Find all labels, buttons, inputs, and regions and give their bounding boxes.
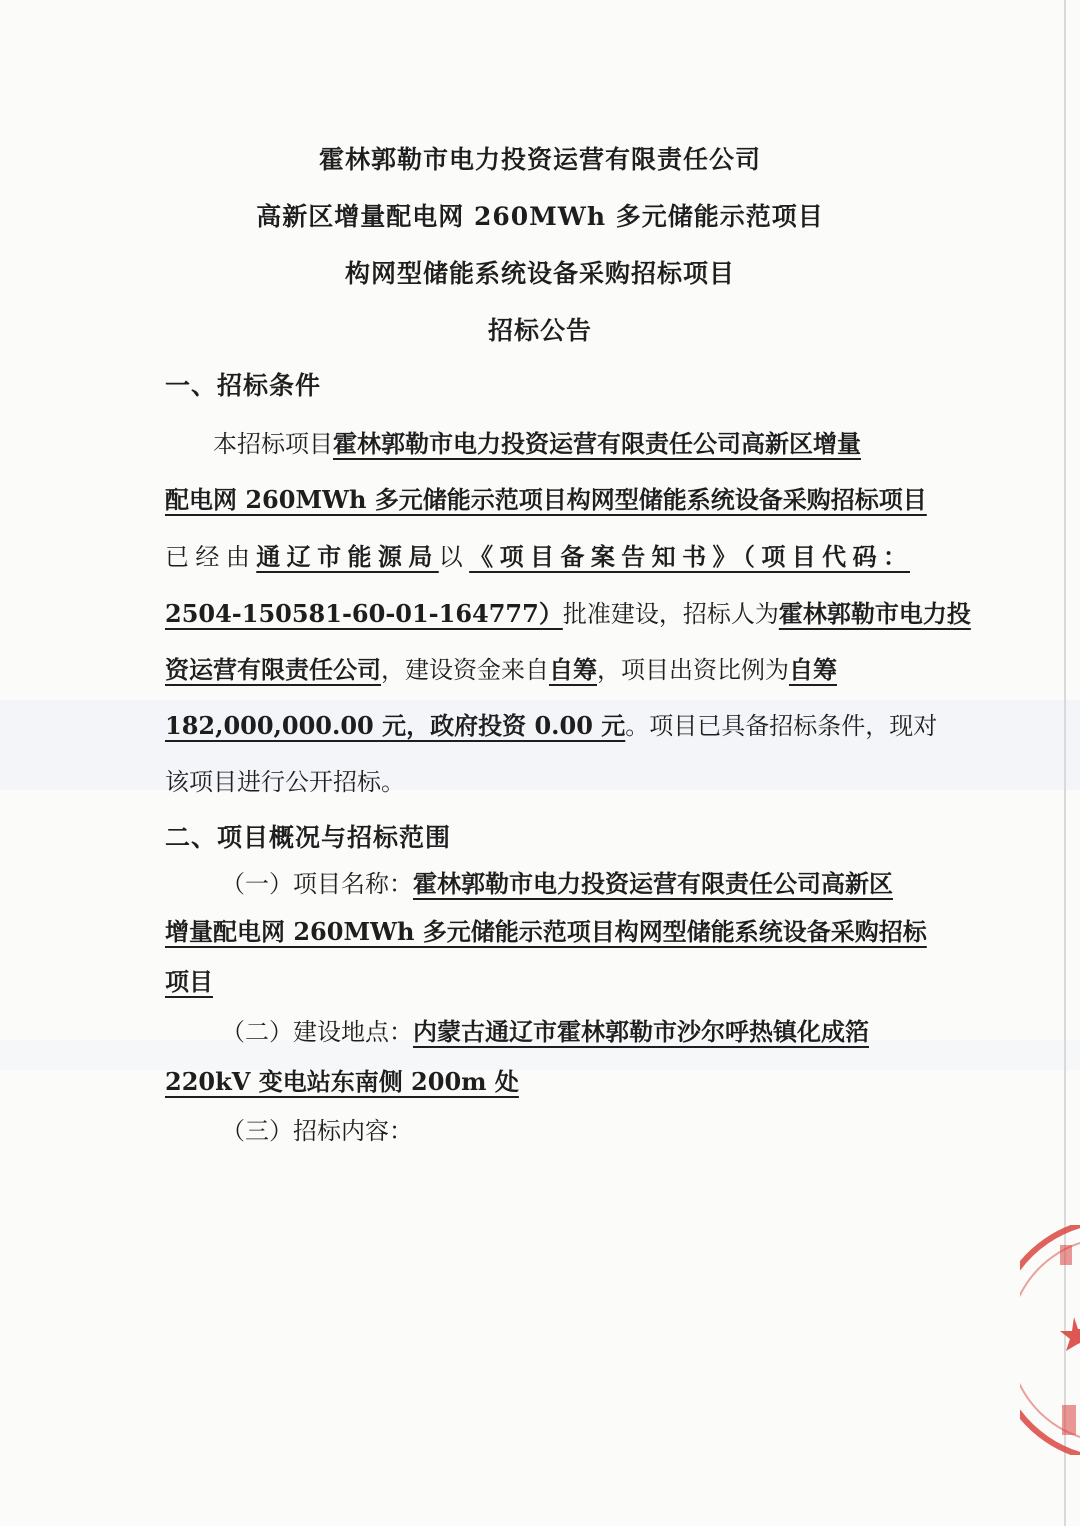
underlined-text: 182,000,000.00 元，政府投资 0.00 元 (165, 711, 626, 740)
paragraph-line (165, 912, 927, 947)
underlined-text: 通辽市能源局 (256, 542, 439, 571)
paragraph-line (165, 762, 910, 797)
text: 以 (438, 543, 470, 571)
underlined-text: 霍林郭勒市电力投资运营有限责任公司高新区增量 (333, 429, 861, 458)
section-1-heading: 一、招标条件 (165, 371, 322, 400)
underlined-text: 霍林郭勒市电力投资运营有限责任公司高新区 (413, 869, 893, 898)
underlined-text: 资运营有限责任公司 (165, 655, 381, 684)
paragraph-line (165, 424, 910, 459)
item-label: （二）建设地点： (221, 1018, 413, 1046)
text: ，建设资金来自 (381, 656, 549, 684)
text: 本招标项目 (213, 430, 333, 458)
paragraph-line (165, 1062, 910, 1097)
title-line-3: 构网型储能系统设备采购招标项目 (344, 259, 735, 288)
text: 已经由 (165, 543, 257, 571)
item-label: （三）招标内容： (221, 1117, 413, 1145)
underlined-text: 霍林郭勒市电力投 (778, 599, 971, 628)
underlined-text: 内蒙古通辽市霍林郭勒市沙尔呼热镇化成箔 (413, 1017, 869, 1046)
text: 批准建设，招标人为 (562, 600, 779, 628)
paragraph-line (165, 594, 971, 629)
title-line-2: 高新区增量配电网 260MWh 多元储能示范项目 (256, 202, 824, 231)
section-2-heading: 二、项目概况与招标范围 (165, 823, 452, 852)
underlined-text: 增量配电网 260MWh 多元储能示范项目构网型储能系统设备采购招标 (165, 917, 927, 946)
seal-stamp-icon (1020, 1225, 1080, 1455)
paragraph-line (165, 962, 910, 997)
paragraph-line (165, 706, 938, 741)
underlined-text: 220kV 变电站东南侧 200m 处 (165, 1067, 519, 1096)
paragraph-line (165, 537, 910, 572)
underlined-text: 配电网 260MWh 多元储能示范项目构网型储能系统设备采购招标项目 (165, 485, 927, 514)
paragraph-line (165, 480, 927, 515)
item-label: （一）项目名称： (221, 870, 413, 898)
paragraph-line (165, 864, 910, 899)
title-line-1: 霍林郭勒市电力投资运营有限责任公司 (318, 145, 761, 174)
underlined-text: 自筹 (789, 655, 837, 684)
underlined-text: 《项目备案告知书》（项目代码： (469, 542, 911, 571)
underlined-text: 2504-150581-60-01-164777） (165, 599, 563, 628)
text: 该项目进行公开招标。 (165, 768, 405, 796)
paragraph-line (165, 650, 910, 685)
underlined-text: 自筹 (549, 655, 597, 684)
paragraph-line (165, 1012, 910, 1047)
text: 。项目已具备招标条件，现对 (625, 712, 938, 740)
official-seal-stamp (1020, 1225, 1080, 1455)
paragraph-line (165, 1111, 910, 1146)
text: ，项目出资比例为 (597, 656, 789, 684)
title-line-4: 招标公告 (487, 316, 592, 345)
underlined-text: 项目 (165, 967, 213, 996)
